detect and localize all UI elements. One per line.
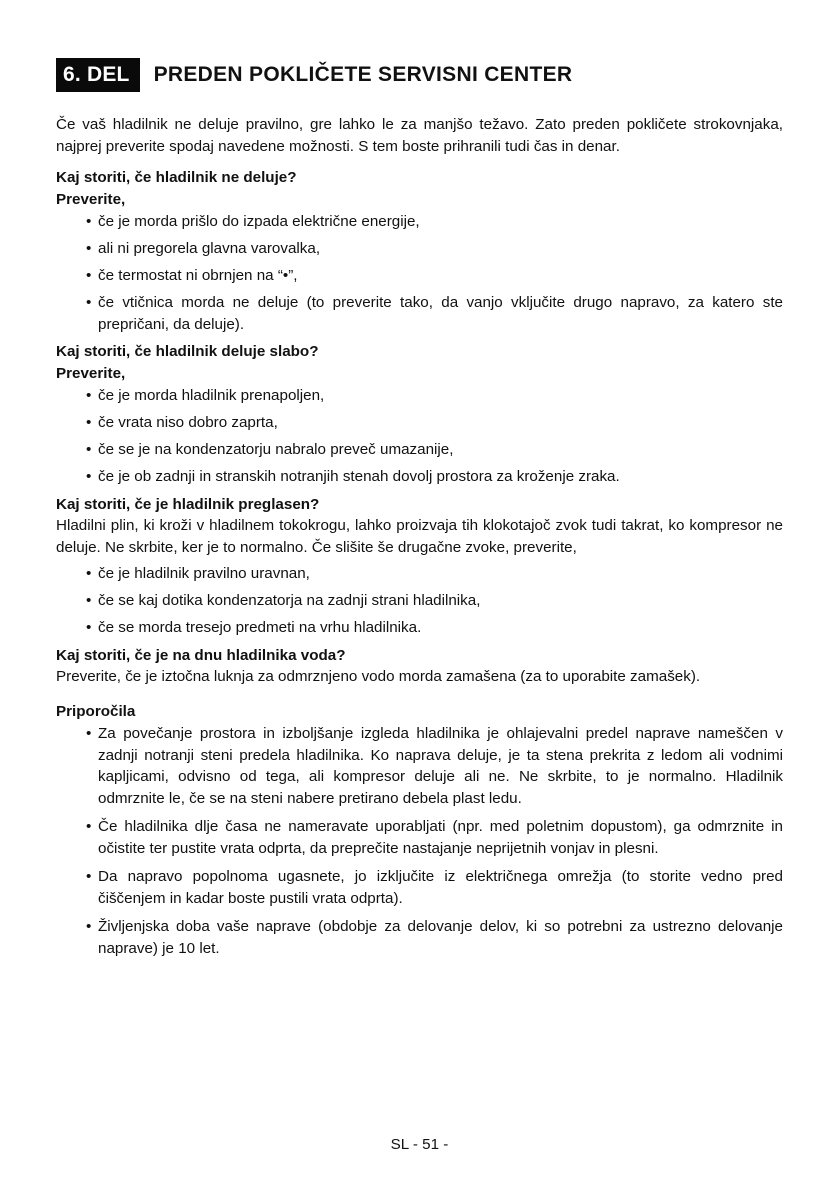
list-item: • ali ni pregorela glavna varovalka, bbox=[56, 238, 783, 260]
list-item: • Če hladilnika dlje časa ne nameravate uporabljati (npr. med poletnim dopustom), ga odmrznite in očistite ter pustite vrata odprta, da preprečite nastajanje neprijetnih vonjav in plesni. bbox=[56, 816, 783, 859]
section-text: Hladilni plin, ki kroži v hladilnem tokokrogu, lahko proizvaja tih klokotajoč zvok tudi takrat, ko kompresor ne deluje. Ne skrbite, ker je to normalno. Če slišite še drugačne zvoke, preverite, bbox=[56, 517, 783, 556]
chapter-header bbox=[56, 58, 783, 92]
section-text: Preverite, če je iztočna luknja za odmrznjeno vodo morda zamašena (za to uporabite zamašek). bbox=[56, 668, 701, 685]
check-list bbox=[56, 211, 783, 335]
section-not-working bbox=[56, 167, 783, 335]
page-number: SL - 51 - bbox=[390, 1136, 449, 1153]
list-item: • če vrata niso dobro zaprta, bbox=[56, 412, 783, 434]
list-item: • če je hladilnik pravilno uravnan, bbox=[56, 563, 783, 585]
check-list bbox=[56, 563, 783, 639]
list-item: • če je morda hladilnik prenapoljen, bbox=[56, 385, 783, 407]
section-too-loud bbox=[56, 494, 783, 639]
list-item: • če se je na kondenzatorju nabralo preveč umazanije, bbox=[56, 439, 783, 461]
list-item: • če je morda prišlo do izpada električne energije, bbox=[56, 211, 783, 233]
list-item: • Življenjska doba vaše naprave (obdobje za delovanje delov, ki so potrebni za ustrezno delovanje naprave) je 10 let. bbox=[56, 916, 783, 959]
list-item: • če je ob zadnji in stranskih notranjih stenah dovolj prostora za kroženje zraka. bbox=[56, 466, 783, 488]
section-water-bottom bbox=[56, 645, 783, 688]
intro-paragraph: Če vaš hladilnik ne deluje pravilno, gre lahko le za manjšo težavo. Zato preden pokličete strokovnjaka, najprej preverite spodaj navedene možnosti. S tem boste prihranili tudi čas in denar. bbox=[56, 116, 783, 155]
section-heading: Kaj storiti, če je hladilnik preglasen? bbox=[56, 495, 320, 513]
section-heading: Priporočila bbox=[56, 702, 136, 720]
list-item: • če vtičnica morda ne deluje (to preverite tako, da vanjo vključite drugo napravo, za katero ste prepričani, da deluje). bbox=[56, 292, 783, 335]
section-subheading: Preverite, bbox=[56, 364, 126, 382]
section-recommendations bbox=[56, 701, 783, 960]
list-item: • če termostat ni obrnjen na “•”, bbox=[56, 265, 783, 287]
list-item: • Za povečanje prostora in izboljšanje izgleda hladilnika je ohlajevalni predel naprave nameščen v zadnji notranji steni predela hladilnika. Ko naprava deluje, je ta stena prekrita z ledom ali vodnimi kapljicami, odvisno od tega, ali kompresor deluje ali ne. Ne skrbite, to je normalno. Hladilnik odmrznite le, če se na steni nabere pretirano debela plast ledu. bbox=[56, 723, 783, 809]
section-heading: Kaj storiti, če hladilnik deluje slabo? bbox=[56, 343, 319, 360]
list-item: • Da napravo popolnoma ugasnete, jo izključite iz električnega omrežja (to storite vedno pred čiščenjem in kadar boste pustili vrata odprta). bbox=[56, 866, 783, 909]
chapter-title: PREDEN POKLIČETE SERVISNI CENTER bbox=[153, 63, 573, 86]
chapter-number: 6. DEL bbox=[56, 58, 140, 92]
section-works-poorly bbox=[56, 341, 783, 488]
list-item: • če se kaj dotika kondenzatorja na zadnji strani hladilnika, bbox=[56, 590, 783, 612]
section-heading: Kaj storiti, če je na dnu hladilnika voda? bbox=[56, 646, 346, 664]
list-item: • če se morda tresejo predmeti na vrhu hladilnika. bbox=[56, 617, 783, 639]
section-subheading: Preverite, bbox=[56, 190, 126, 208]
recommendation-list bbox=[56, 723, 783, 959]
section-heading: Kaj storiti, če hladilnik ne deluje? bbox=[56, 169, 297, 186]
document-page bbox=[56, 58, 783, 966]
check-list bbox=[56, 385, 783, 488]
